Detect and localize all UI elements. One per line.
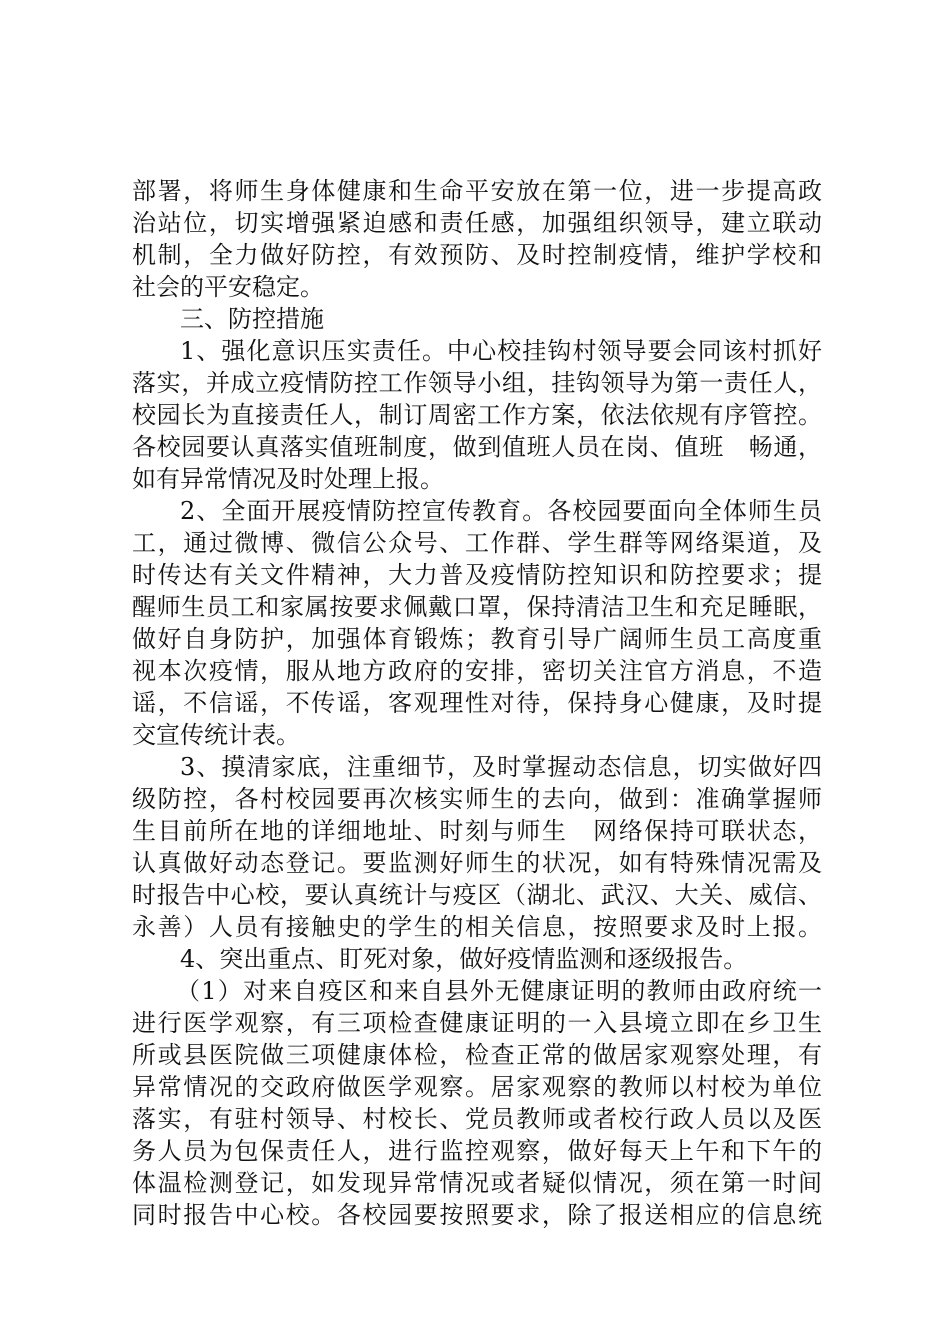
text-line: 谣，不信谣，不传谣，客观理性对待，保持身心健康，及时提	[132, 689, 822, 717]
text-line: 进行医学观察，有三项检查健康证明的一入县境立即在乡卫生	[132, 1009, 822, 1037]
document-body	[132, 175, 822, 1231]
text-line: 治站位，切实增强紧迫感和责任感，加强组织领导，建立联动	[132, 209, 822, 237]
text-line: 体温检测登记，如发现异常情况或者疑似情况，须在第一时间	[132, 1169, 822, 1197]
text-line: 机制，全力做好防控，有效预防、及时控制疫情，维护学校和	[132, 241, 822, 269]
text-line: 工，通过微博、微信公众号、工作群、学生群等网络渠道，及	[132, 529, 822, 557]
text-line: 同时报告中心校。各校园要按照要求，除了报送相应的信息统	[132, 1201, 822, 1229]
text-line: 校园长为直接责任人，制订周密工作方案，依法依规有序管控。	[132, 401, 822, 429]
text-line: 3、摸清家底，注重细节，及时掌握动态信息，切实做好四	[180, 753, 822, 781]
text-line: 各校园要认真落实值班制度，做到值班人员在岗、值班 畅通，	[132, 433, 822, 461]
text-line: 务人员为包保责任人，进行监控观察，做好每天上午和下午的	[132, 1137, 822, 1165]
text-line: 部署，将师生身体健康和生命平安放在第一位，进一步提高政	[132, 177, 822, 205]
text-line: 所或县医院做三项健康体检，检查正常的做居家观察处理，有	[132, 1041, 822, 1069]
text-line: 2、全面开展疫情防控宣传教育。各校园要面向全体师生员	[180, 497, 822, 525]
text-line: 视本次疫情，服从地方政府的安排，密切关注官方消息，不造	[132, 657, 822, 685]
text-line: 级防控，各村校园要再次核实师生的去向，做到：准确掌握师	[132, 785, 822, 813]
text-line: 时传达有关文件精神，大力普及疫情防控知识和防控要求；提	[132, 561, 822, 589]
section-heading: 三、防控措施	[180, 305, 324, 333]
text-line: 如有异常情况及时处理上报。	[132, 465, 444, 493]
text-line: 异常情况的交政府做医学观察。居家观察的教师以村校为单位	[132, 1073, 822, 1101]
text-line: 1、强化意识压实责任。中心校挂钩村领导要会同该村抓好	[180, 337, 822, 365]
text-line: 时报告中心校，要认真统计与疫区（湖北、武汉、大关、威信、	[132, 881, 822, 909]
text-line: 社会的平安稳定。	[132, 273, 324, 301]
text-line: 永善）人员有接触史的学生的相关信息，按照要求及时上报。	[132, 913, 822, 941]
text-line: 4、突出重点、盯死对象，做好疫情监测和逐级报告。	[180, 945, 748, 973]
text-line: 落实，有驻村领导、村校长、党员教师或者校行政人员以及医	[132, 1105, 822, 1133]
text-line: 生目前所在地的详细地址、时刻与师生 网络保持可联状态，	[132, 817, 822, 845]
text-line: 交宣传统计表。	[132, 721, 300, 749]
text-line: 醒师生员工和家属按要求佩戴口罩，保持清洁卫生和充足睡眠，	[132, 593, 822, 621]
text-line: 落实，并成立疫情防控工作领导小组，挂钩领导为第一责任人，	[132, 369, 822, 397]
text-line: 做好自身防护，加强体育锻炼；教育引导广阔师生员工高度重	[132, 625, 822, 653]
text-line: （1）对来自疫区和来自县外无健康证明的教师由政府统一	[176, 977, 822, 1005]
text-line: 认真做好动态登记。要监测好师生的状况，如有特殊情况需及	[132, 849, 822, 877]
